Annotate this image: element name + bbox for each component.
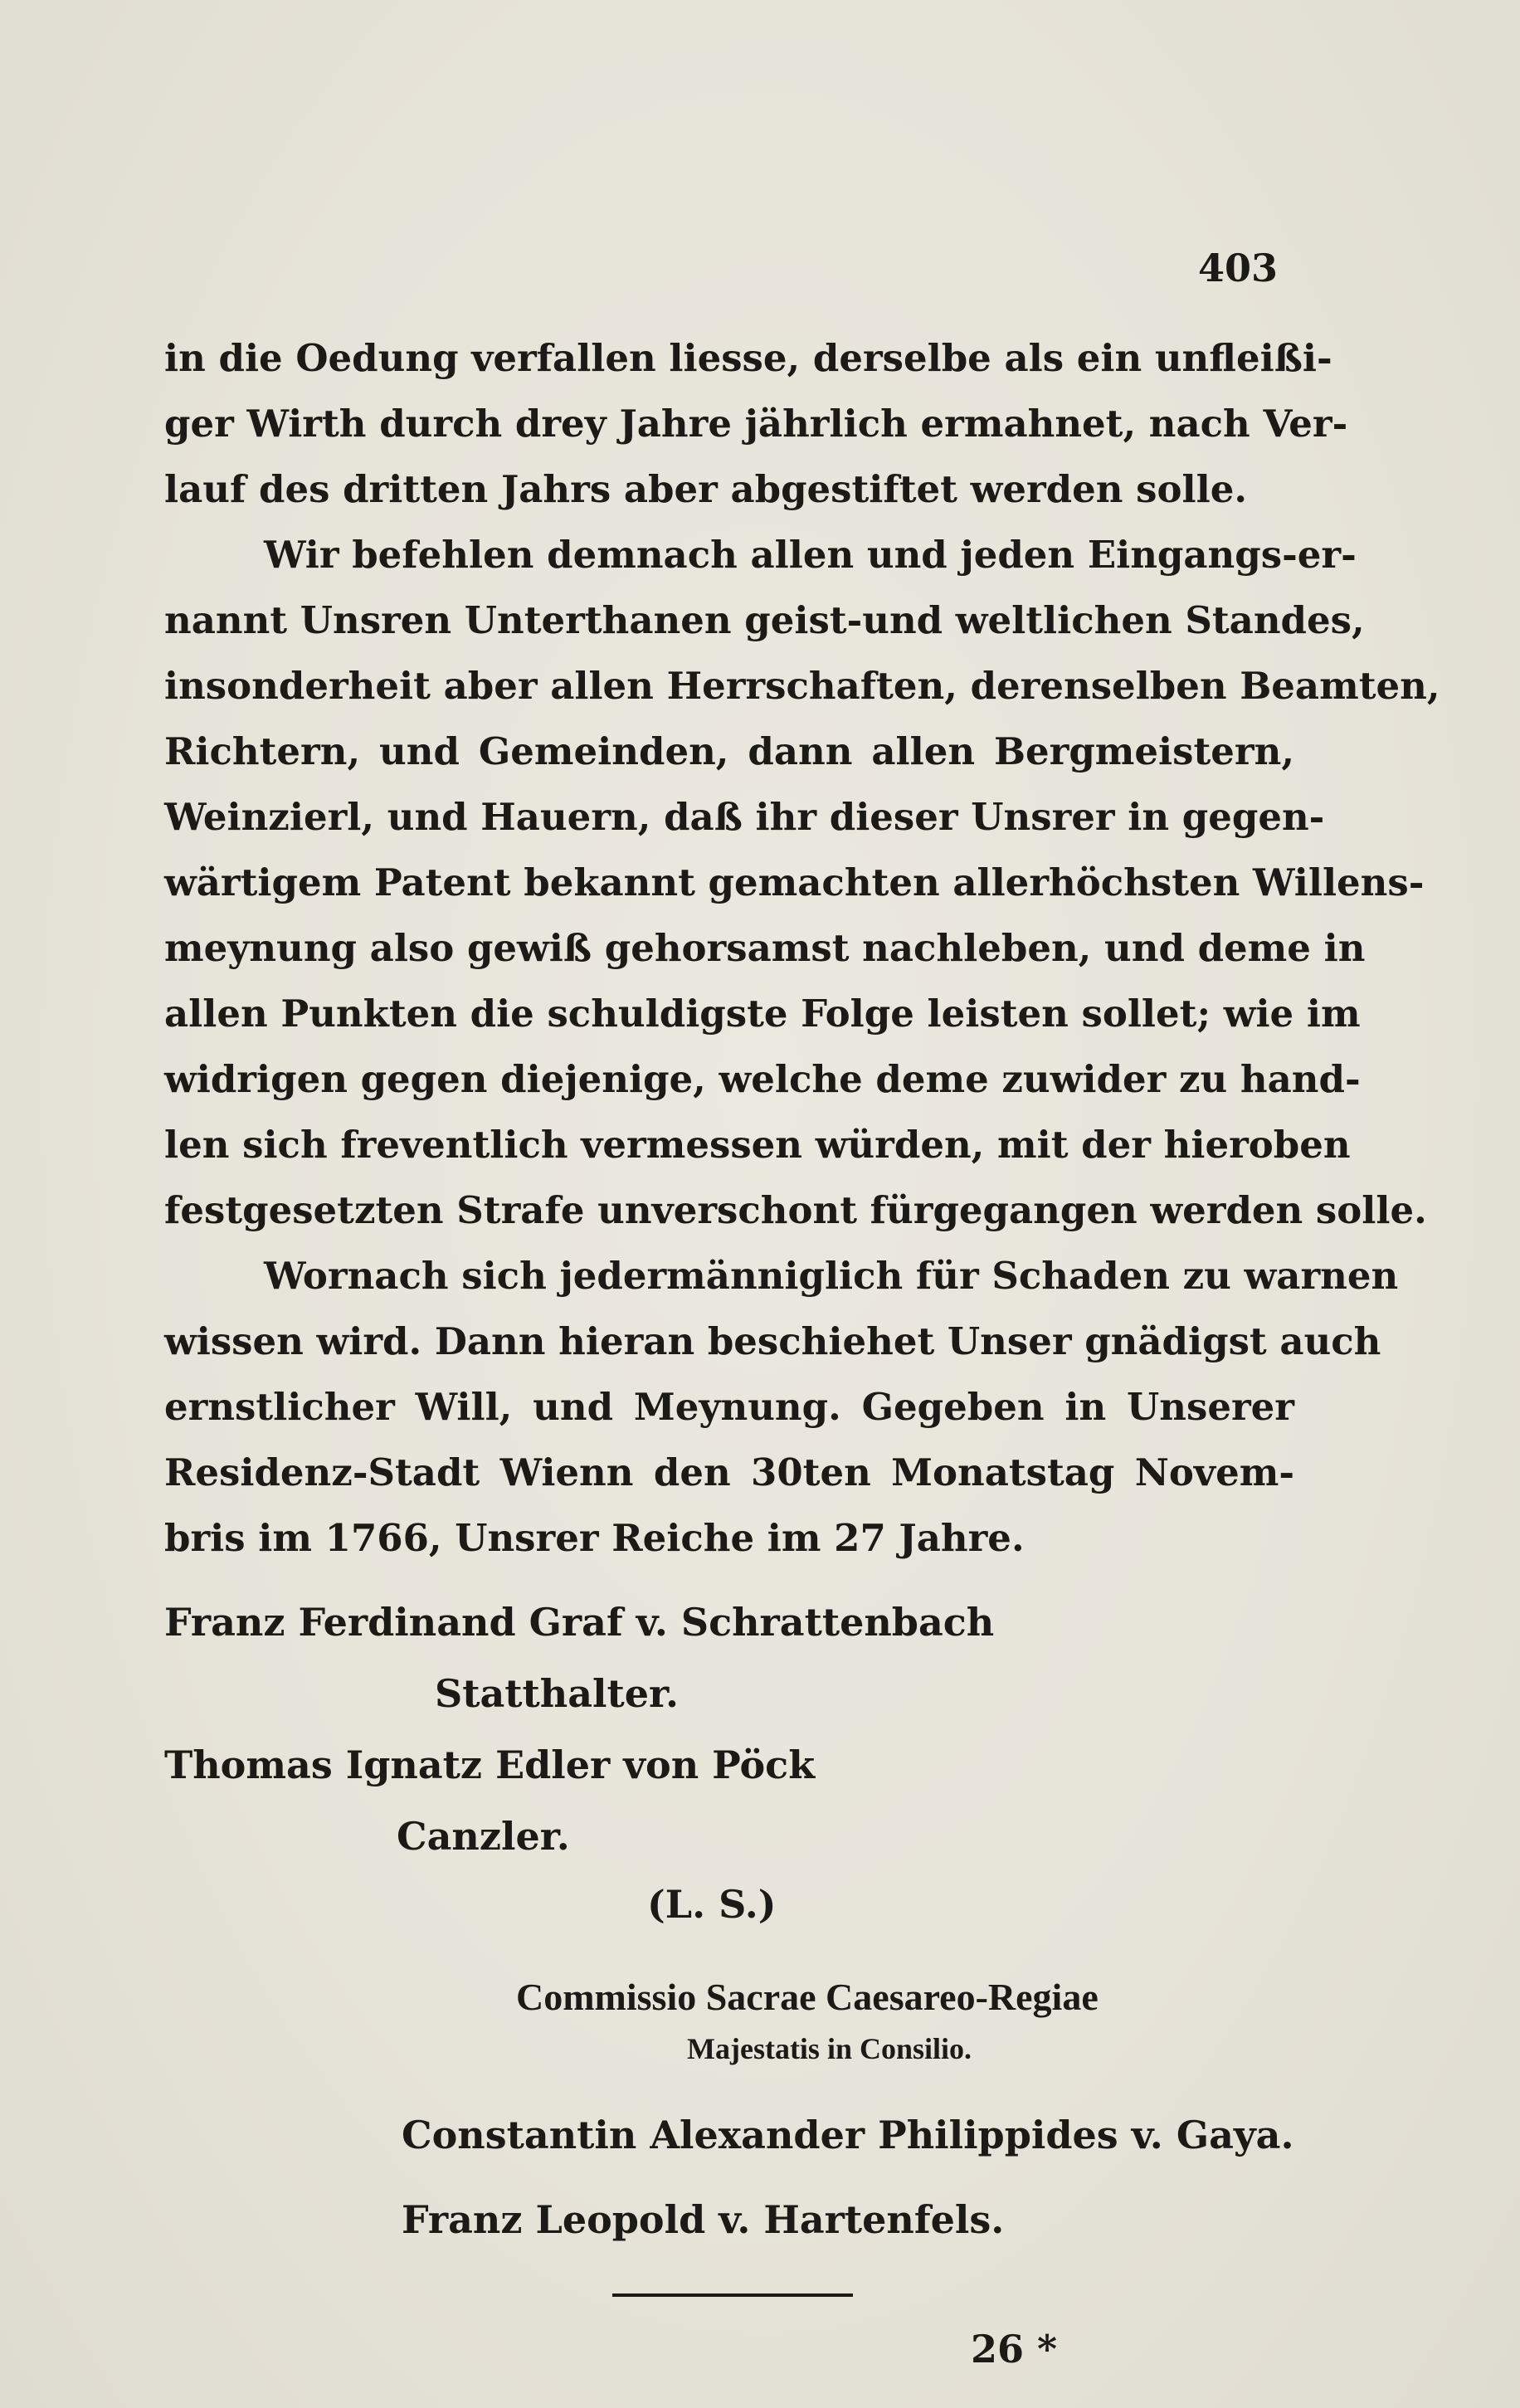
commission-line-2: Majestatis in Consilio. <box>687 2032 972 2065</box>
text-line: Weinzierl, und Hauern, daß ihr dieser Unsrer in gegen- <box>164 795 1325 839</box>
text-line: len sich freventlich vermessen würden, mit der hieroben <box>164 1123 1351 1167</box>
signatory-title-1: Statthalter. <box>435 1671 680 1716</box>
text-line: ger Wirth durch drey Jahre jährlich ermahnet, nach Ver- <box>164 402 1348 446</box>
text-line: wissen wird. Dann hieran beschiehet Unser gnädigst auch <box>164 1319 1381 1363</box>
page-number: 403 <box>1197 246 1278 290</box>
text-line: lauf des dritten Jahrs aber abgestiftet werden solle. <box>164 467 1247 511</box>
closing-rule <box>612 2293 853 2297</box>
text-line: in die Oedung verfallen liesse, derselbe als ein unfleißi- <box>164 336 1332 380</box>
text-line: Residenz-Stadt Wienn den 30ten Monatstag Novem- <box>164 1450 1294 1494</box>
text-line: Richtern, und Gemeinden, dann allen Bergmeistern, <box>164 729 1294 773</box>
commission-line-1: Commissio Sacrae Caesareo-Regiae <box>516 1976 1099 2018</box>
text-line: ernstlicher Will, und Meynung. Gegeben in Unserer <box>164 1385 1294 1429</box>
text-line: wärtigem Patent bekannt gemachten allerhöchsten Willens- <box>164 860 1425 904</box>
text-line: insonderheit aber allen Herrschaften, derenselben Beamten, <box>164 664 1440 708</box>
official-name-2: Franz Leopold v. Hartenfels. <box>402 2197 1005 2242</box>
text-line: allen Punkten die schuldigste Folge leisten sollet; wie im <box>164 992 1361 1036</box>
text-line: nannt Unsren Unterthanen geist-und weltlichen Standes, <box>164 598 1365 642</box>
text-line: meynung also gewiß gehorsamst nachleben, und deme in <box>164 926 1366 970</box>
signatory-name-2: Thomas Ignatz Edler von Pöck <box>164 1743 816 1787</box>
text-line: widrigen gegen diejenige, welche deme zuwider zu hand- <box>164 1057 1361 1101</box>
text-line: bris im 1766, Unsrer Reiche im 27 Jahre. <box>164 1516 1025 1560</box>
text-line: Wornach sich jedermänniglich für Schaden zu warnen <box>264 1254 1399 1298</box>
official-name-1: Constantin Alexander Philippides v. Gaya. <box>402 2113 1294 2157</box>
printer-signature-mark: 26 * <box>971 2327 1058 2371</box>
decree-body-text <box>164 325 1440 1571</box>
signatory-title-2: Canzler. <box>397 1814 570 1859</box>
seal-mark: (L. S.) <box>647 1882 777 1927</box>
text-line: Wir befehlen demnach allen und jeden Eingangs-er- <box>264 533 1357 577</box>
text-line: festgesetzten Strafe unverschont fürgegangen werden solle. <box>164 1188 1427 1232</box>
signatory-name-1: Franz Ferdinand Graf v. Schrattenbach <box>164 1600 995 1645</box>
